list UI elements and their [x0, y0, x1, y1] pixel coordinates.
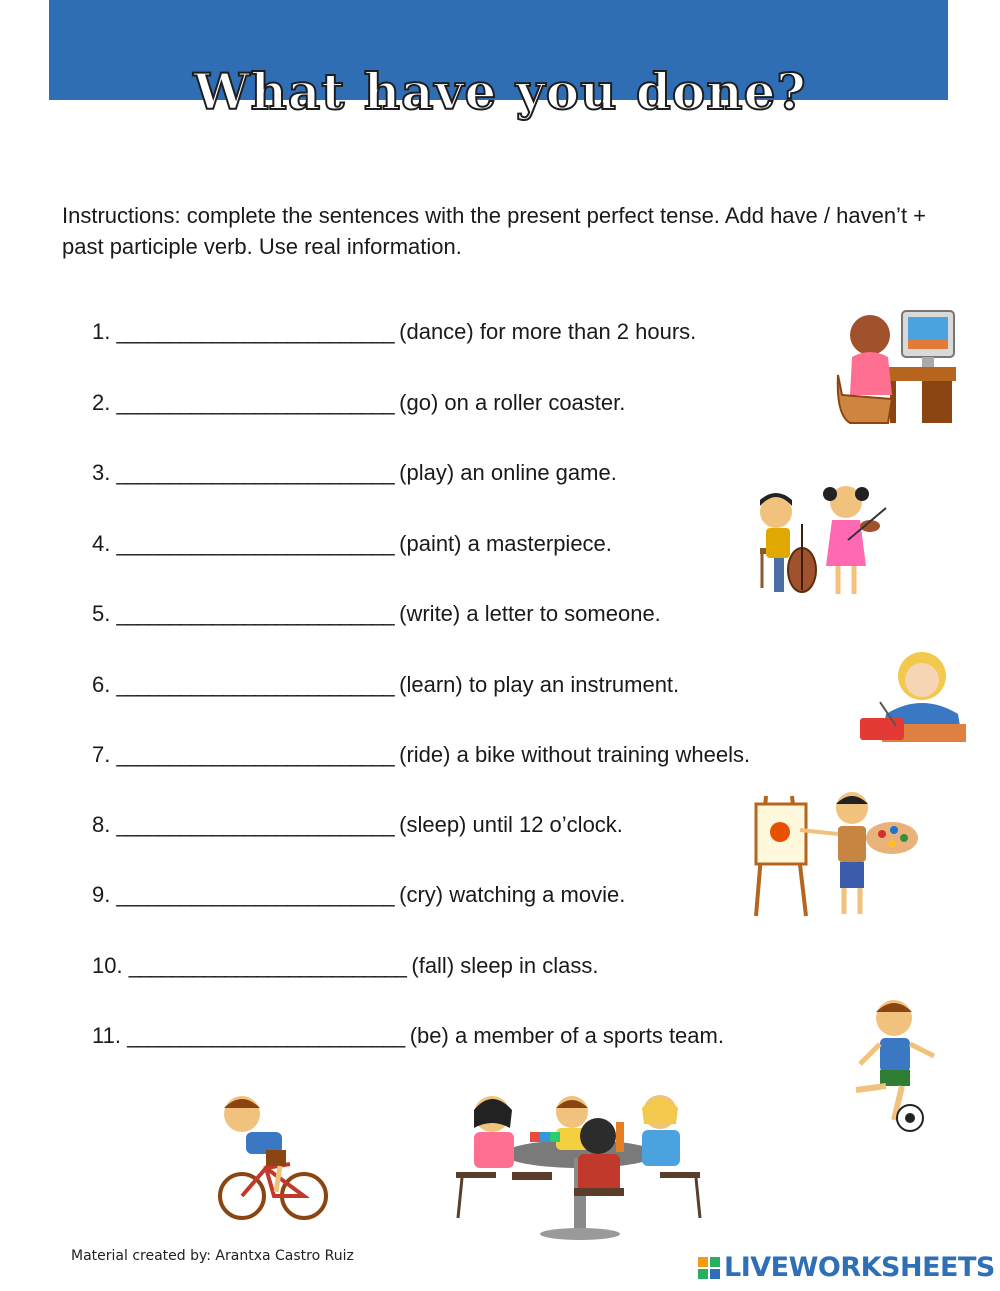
item-number: 4. — [92, 531, 111, 556]
item-prompt: (cry) watching a movie. — [399, 882, 626, 907]
answer-blank[interactable]: __________________________ — [116, 390, 394, 415]
item-prompt: (ride) a bike without training wheels. — [399, 742, 751, 767]
girl-computer-clipart — [830, 305, 960, 427]
brand-name: LIVEWORKSHEETS — [724, 1252, 995, 1283]
children-table-clipart — [456, 1088, 704, 1242]
author-credit: Material created by: Arantxa Castro Ruiz — [71, 1248, 354, 1264]
answer-blank[interactable]: __________________________ — [128, 953, 406, 978]
item-prompt: (go) on a roller coaster. — [399, 390, 626, 415]
instructions-text: Instructions: complete the sentences with the present perfect tense. Add have / haven’t + past participle verb. Use real information. — [62, 203, 927, 259]
exercise-item-4 — [92, 531, 612, 557]
exercise-item-3 — [92, 460, 617, 486]
exercise-item-6 — [92, 672, 679, 698]
item-prompt: (learn) to play an instrument. — [399, 672, 680, 697]
answer-blank[interactable]: __________________________ — [116, 460, 394, 485]
answer-blank[interactable]: __________________________ — [116, 812, 394, 837]
answer-blank[interactable]: __________________________ — [116, 601, 394, 626]
answer-blank[interactable]: __________________________ — [116, 672, 394, 697]
exercise-item-1 — [92, 319, 696, 345]
exercise-item-8 — [92, 812, 623, 838]
liveworksheets-brand[interactable] — [698, 1252, 995, 1283]
item-number: 11. — [92, 1023, 121, 1048]
exercise-item-9 — [92, 882, 625, 908]
item-number: 8. — [92, 812, 111, 837]
item-prompt: (sleep) until 12 o’clock. — [399, 812, 623, 837]
item-number: 1. — [92, 319, 111, 344]
item-number: 3. — [92, 460, 111, 485]
item-prompt: (dance) for more than 2 hours. — [399, 319, 697, 344]
bike-boy-clipart — [210, 1092, 332, 1224]
exercise-item-7 — [92, 742, 750, 768]
item-number: 7. — [92, 742, 111, 767]
answer-blank[interactable]: __________________________ — [116, 742, 394, 767]
item-number: 10. — [92, 953, 123, 978]
answer-blank[interactable]: __________________________ — [127, 1023, 404, 1048]
item-prompt: (be) a member of a sports team. — [409, 1023, 724, 1048]
item-prompt: (paint) a masterpiece. — [399, 531, 612, 556]
liveworksheets-logo-icon — [698, 1257, 720, 1279]
exercise-item-5 — [92, 601, 661, 627]
item-prompt: (fall) sleep in class. — [411, 953, 599, 978]
item-number: 9. — [92, 882, 111, 907]
item-number: 6. — [92, 672, 111, 697]
soccer-boy-clipart — [842, 994, 946, 1136]
item-number: 2. — [92, 390, 111, 415]
exercise-item-2 — [92, 390, 625, 416]
answer-blank[interactable]: __________________________ — [116, 882, 394, 907]
item-prompt: (write) a letter to someone. — [399, 601, 661, 626]
exercise-item-10 — [92, 953, 598, 979]
girl-writing-clipart — [852, 646, 970, 750]
music-children-clipart — [752, 478, 892, 606]
item-prompt: (play) an online game. — [399, 460, 617, 485]
answer-blank[interactable]: __________________________ — [116, 531, 394, 556]
answer-blank[interactable]: __________________________ — [116, 319, 394, 344]
exercise-item-11 — [92, 1023, 724, 1049]
page-title: What have you done? — [193, 62, 807, 121]
item-number: 5. — [92, 601, 111, 626]
boy-painting-clipart — [752, 786, 920, 922]
